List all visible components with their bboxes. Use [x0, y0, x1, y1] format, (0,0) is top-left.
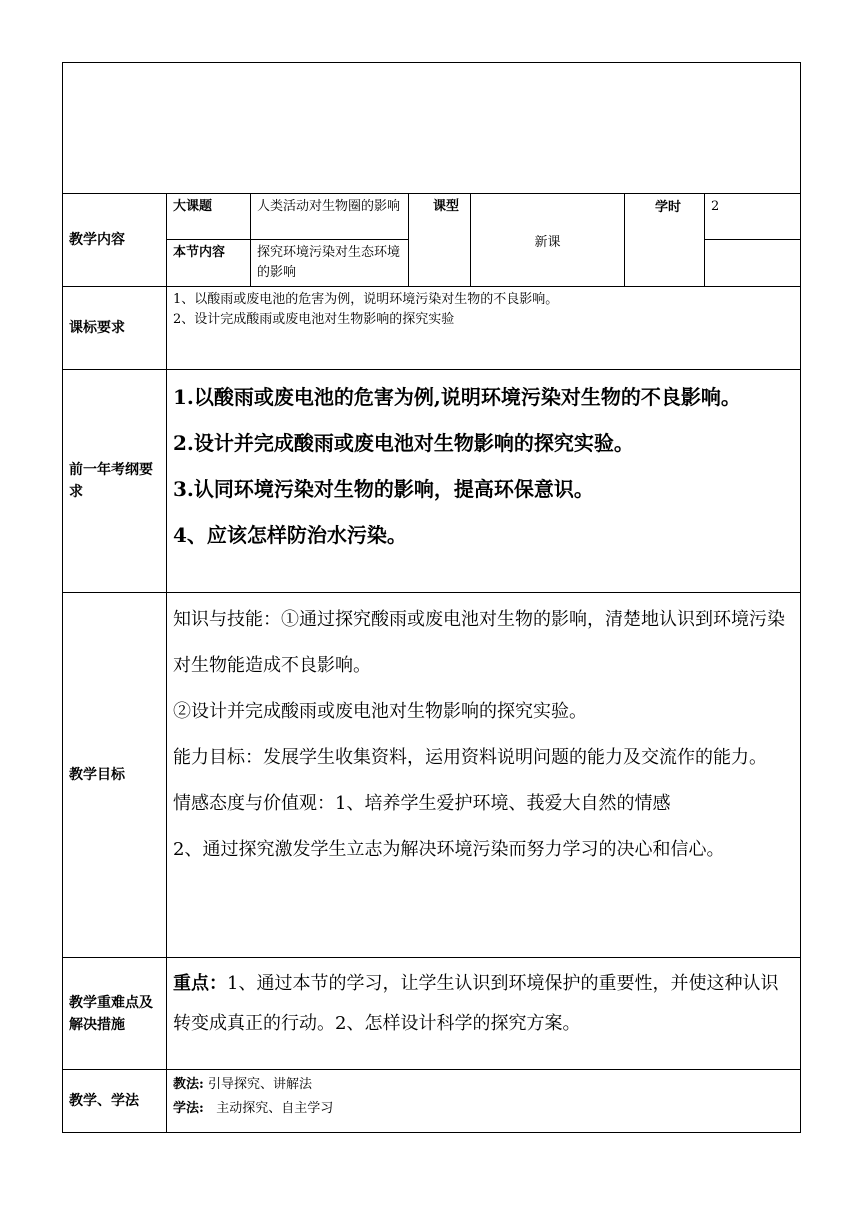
- key-points-prefix: 重点：: [173, 973, 227, 994]
- content-row-1: [63, 194, 801, 240]
- method-label: 教学、学法: [63, 1070, 167, 1133]
- goals-row: [63, 593, 801, 958]
- standard-row: [63, 287, 801, 370]
- type-label: 课型: [409, 194, 471, 287]
- lesson-plan-page: [62, 62, 800, 1133]
- standard-content: [167, 287, 801, 370]
- hours-empty-cell: [705, 240, 801, 287]
- type-value: 新课: [471, 194, 625, 287]
- key-points-row: [63, 958, 801, 1070]
- hours-label: 学时: [625, 194, 705, 287]
- lesson-plan-table: [62, 62, 801, 1133]
- teach-method-label: 教法:: [173, 1077, 204, 1092]
- blank-header-row: [63, 63, 801, 194]
- blank-header-cell: [63, 63, 801, 194]
- key-points-label: 教学重难点及解决措施: [63, 958, 167, 1070]
- exam-line-4: 4、应该怎样防治水污染。: [173, 523, 407, 547]
- learn-method-line: [173, 1099, 794, 1119]
- teach-method-line: [173, 1075, 794, 1095]
- goals-line-4: 情感态度与价值观：1、培养学生爱护环境、莪爱大自然的情感: [173, 793, 671, 814]
- exam-content: [167, 370, 801, 593]
- learn-method-label: 学法:: [173, 1101, 204, 1116]
- section-label: 本节内容: [167, 240, 251, 287]
- teach-method-value: 引导探究、讲解法: [207, 1077, 312, 1092]
- learn-method-value: 主动探究、自主学习: [216, 1101, 334, 1116]
- section-value: 探究环境污染对生态环境的影响: [251, 240, 409, 287]
- key-points-text: 1、通过本节的学习，让学生认识到环境保护的重要性，并使这种认识转变成真正的行动。2、怎样设计科学的探究方案。: [173, 973, 779, 1034]
- exam-line-3: 3.认同环境污染对生物的影响，提高环保意识。: [173, 477, 594, 501]
- exam-label: 前一年考纲要求: [63, 370, 167, 593]
- goals-label: 教学目标: [63, 593, 167, 958]
- method-content: [167, 1070, 801, 1133]
- exam-line-2: 2.设计并完成酸雨或废电池对生物影响的探究实验。: [173, 431, 634, 455]
- goals-line-1: 知识与技能：①通过探究酸雨或废电池对生物的影响，清楚地认识到环境污染对生物能造成不良影响。: [173, 609, 785, 676]
- big-topic-label: 大课题: [167, 194, 251, 240]
- goals-line-2: ②设计并完成酸雨或废电池对生物影响的探究实验。: [173, 701, 587, 722]
- hours-value: 2: [705, 194, 801, 240]
- key-points-content: [167, 958, 801, 1070]
- standard-line-1: 1、以酸雨或废电池的危害为例，说明环境污染对生物的不良影响。: [173, 292, 559, 307]
- exam-row: [63, 370, 801, 593]
- exam-line-1: 1.以酸雨或废电池的危害为例,说明环境污染对生物的不良影响。: [173, 385, 741, 409]
- goals-line-5: 2、通过探究激发学生立志为解决环境污染而努力学习的决心和信心。: [173, 839, 725, 860]
- standard-line-2: 2、设计完成酸雨或废电池对生物影响的探究实验: [173, 312, 455, 327]
- big-topic-value: 人类活动对生物圈的影响: [251, 194, 409, 240]
- goals-content: [167, 593, 801, 958]
- content-label: 教学内容: [63, 194, 167, 287]
- method-row: [63, 1070, 801, 1133]
- goals-line-3: 能力目标：发展学生收集资料，运用资料说明问题的能力及交流作的能力。: [173, 747, 767, 768]
- standard-label: 课标要求: [63, 287, 167, 370]
